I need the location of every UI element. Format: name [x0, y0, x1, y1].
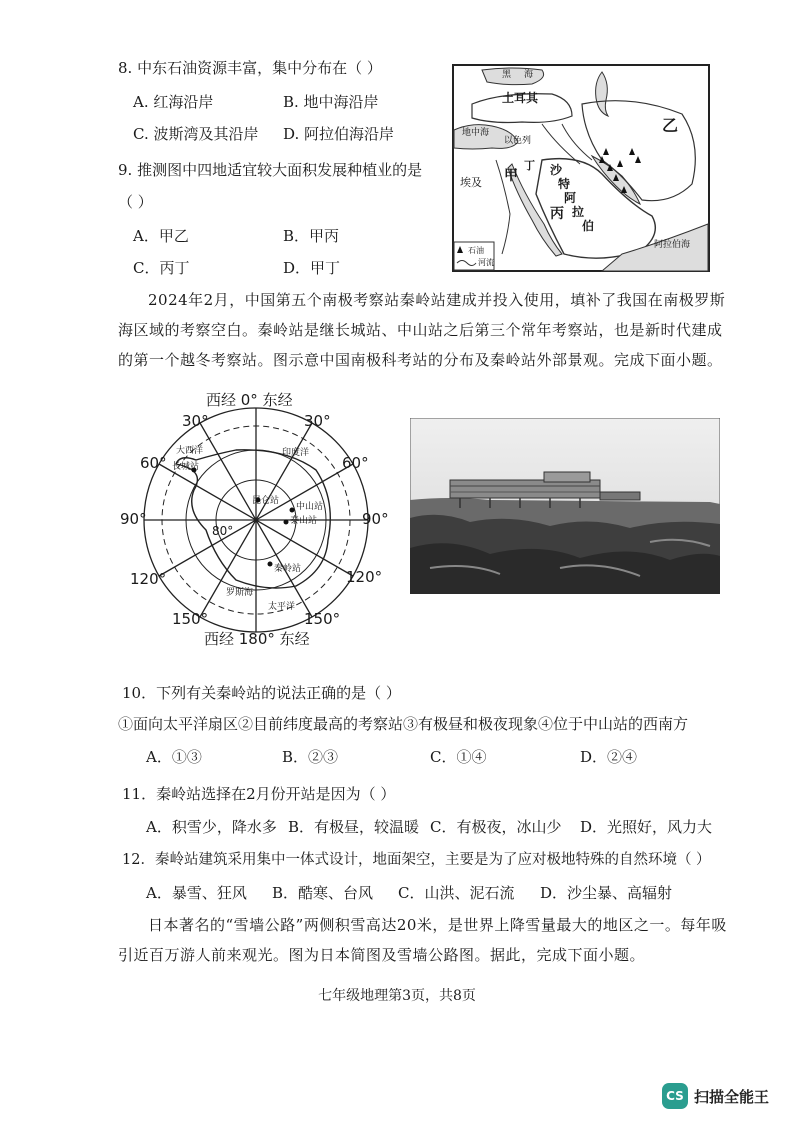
- polar-kunlun-station: 昆仑站: [252, 496, 280, 506]
- map-label-mediterranean: 地中海: [462, 128, 490, 138]
- polar-great-wall-station: 长城站: [172, 462, 200, 472]
- polar-deg-150e: 150°: [304, 610, 341, 628]
- polar-deg-60w: 60°: [140, 454, 167, 472]
- station-photo-drawing: [410, 418, 720, 594]
- polar-deg-60e: 60°: [342, 454, 369, 472]
- q10-statement: ①面向太平洋扇区②目前纬度最高的考察站③有极昼和极夜现象④位于中山站的西南方: [118, 715, 689, 733]
- map-label-egypt: 埃及: [460, 176, 482, 189]
- q11-option-d: D．光照好，风力大: [580, 818, 713, 836]
- q9-option-d: D．甲丁: [283, 259, 341, 277]
- passage-qinling: 2024年2月，中国第五个南极考察站秦岭站建成并投入使用，填补了我国在南极罗斯海区域的考察空白。秦岭站是继长城站、中山站之后第三个常年考察站，也是新时代建成的第一个越冬考察站。图示意中国南极科考站的分布及秦岭站外部景观。完成下面小题。: [118, 291, 726, 369]
- polar-indian-ocean: 印度洋: [282, 448, 310, 458]
- polar-atlantic: 大西洋: [176, 446, 204, 456]
- q10-option-b: B．②③: [282, 748, 339, 766]
- antarctic-polar-map: [120, 392, 392, 650]
- polar-taishan-station: 泰山站: [290, 516, 318, 526]
- polar-deg-120w: 120°: [130, 570, 167, 588]
- map-label-black-sea-2: 海: [524, 70, 534, 80]
- q9-option-c: C．丙丁: [133, 259, 190, 277]
- q12-option-a: A．暴雪、狂风: [146, 884, 247, 902]
- page-footer: 七年级地理第3页，共8页: [318, 988, 476, 1004]
- q8-option-a: A. 红海沿岸: [133, 93, 214, 111]
- q10-stem: 10．下列有关秦岭站的说法正确的是（ ）: [122, 684, 401, 702]
- middle-east-map: [452, 64, 710, 272]
- q11-option-b: B．有极昼，较温暖: [288, 818, 420, 836]
- polar-ross-sea: 罗斯海: [226, 588, 254, 598]
- polar-deg-120e: 120°: [346, 568, 383, 586]
- polar-top-label: 西经 0° 东经: [206, 391, 293, 409]
- camscanner-logo-icon: CS: [662, 1083, 688, 1109]
- map-label-saudi-5: 伯: [582, 219, 595, 233]
- qinling-station-photo: [410, 418, 720, 594]
- q8-option-c: C. 波斯湾及其沿岸: [133, 125, 259, 143]
- map-label-ding: 丁: [524, 159, 535, 172]
- polar-deg-150w: 150°: [172, 610, 209, 628]
- q10-option-c: C．①④: [430, 748, 487, 766]
- map-label-arabian-sea: 阿拉伯海: [654, 240, 691, 250]
- q12-stem: 12．秦岭站建筑采用集中一体式设计，地面架空，主要是为了应对极地特殊的自然环境（ ）: [122, 852, 711, 868]
- q11-option-a: A．积雪少，降水多: [146, 818, 277, 836]
- q9-option-a: A．甲乙: [133, 227, 189, 245]
- q10-option-a: A．①③: [146, 748, 202, 766]
- q8-option-d: D. 阿拉伯海沿岸: [283, 125, 395, 143]
- polar-qinling-station: 秦岭站: [274, 564, 302, 574]
- q11-option-c: C．有极夜，冰山少: [430, 818, 562, 836]
- map-label-saudi-4: 拉: [572, 205, 585, 219]
- polar-deg-30e: 30°: [304, 412, 331, 430]
- map-label-israel: 以色列: [504, 136, 532, 146]
- polar-bottom-label: 西经 180° 东经: [204, 630, 310, 648]
- q9-option-b: B．甲丙: [283, 227, 340, 245]
- map-label-saudi-2: 特: [558, 177, 571, 191]
- q12-option-b: B．酷寒、台风: [272, 884, 374, 902]
- polar-deg-90e: 90°: [362, 510, 389, 528]
- polar-deg-30w: 30°: [182, 412, 209, 430]
- q12-option-c: C．山洪、泥石流: [398, 884, 515, 902]
- q12-option-d: D．沙尘暴、高辐射: [540, 884, 673, 902]
- q8-option-b: B. 地中海沿岸: [283, 93, 379, 111]
- q9-stem: 9. 推测图中四地适宜较大面积发展种植业的是: [118, 161, 423, 179]
- polar-zhongshan-station: 中山站: [296, 502, 324, 512]
- legend-river: 河流: [478, 258, 494, 267]
- polar-deg-80: 80°: [212, 524, 234, 538]
- map-label-jia: 甲: [504, 168, 518, 184]
- map-label-turkey: 土耳其: [502, 91, 539, 105]
- q9-paren: （ ）: [118, 193, 153, 211]
- polar-deg-90w: 90°: [120, 510, 147, 528]
- q8-stem: 8. 中东石油资源丰富，集中分布在（ ）: [118, 59, 382, 77]
- map-label-saudi-3: 阿: [564, 191, 577, 205]
- map-label-black-sea-1: 黑: [502, 70, 512, 80]
- polar-map-drawing: [120, 392, 392, 650]
- q10-option-d: D．②④: [580, 748, 638, 766]
- q11-stem: 11．秦岭站选择在2月份开站是因为（ ）: [122, 785, 396, 803]
- scanner-name: 扫描全能王: [694, 1087, 770, 1106]
- map-label-yi: 乙: [662, 116, 679, 135]
- scanner-watermark: [662, 1082, 769, 1110]
- polar-pacific: 太平洋: [268, 602, 296, 612]
- map-label-saudi-1: 沙: [550, 163, 563, 177]
- legend-oil: 石油: [468, 246, 484, 255]
- map-label-bing: 丙: [550, 206, 564, 222]
- passage-snow-wall: 日本著名的“雪墙公路”两侧积雪高达20米，是世界上降雪量最大的地区之一。每年吸引近百万游人前来观光。图为日本简图及雪墙公路图。据此，完成下面小题。: [118, 916, 727, 964]
